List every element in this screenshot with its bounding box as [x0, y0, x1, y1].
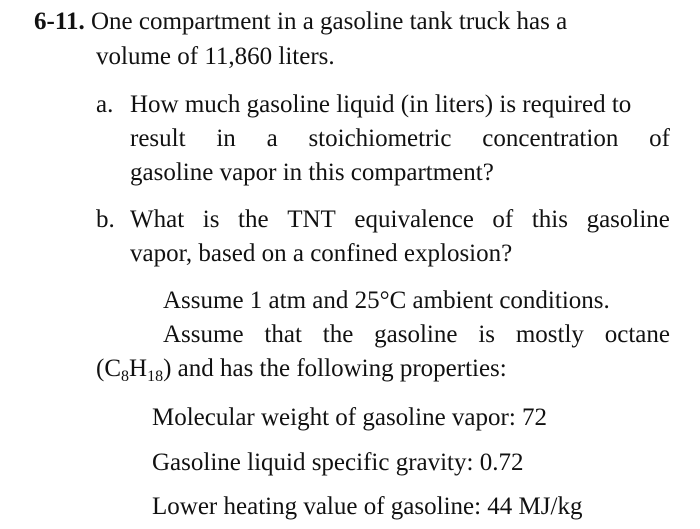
word: gasoline	[586, 206, 670, 233]
part-b-line-2: vapor, based on a confined explosion?	[130, 240, 513, 267]
word: a	[266, 125, 278, 152]
word: TNT	[287, 206, 336, 233]
property-heating-value: Lower heating value of gasoline: 44 MJ/kg	[152, 493, 583, 520]
word: stoichiometric	[308, 125, 452, 152]
word: is	[478, 321, 495, 348]
word: mostly	[515, 321, 584, 348]
word: octane	[604, 321, 670, 348]
assumption-line-3-text: and has the following properties:	[171, 355, 507, 382]
part-b-line-1	[130, 203, 670, 236]
problem-number: 6-11.	[34, 8, 85, 35]
part-a-line-3: gasoline vapor in this compartment?	[130, 159, 494, 186]
word: Assume	[163, 321, 244, 348]
word: is	[202, 206, 220, 233]
word: of	[649, 125, 670, 152]
octane-formula: $(C_8H_{18})$	[96, 355, 172, 385]
word: the	[322, 321, 354, 348]
problem-intro-line-2: volume of 11,860 liters.	[96, 43, 335, 70]
word: the	[238, 206, 269, 233]
word: of	[492, 206, 514, 233]
word: gasoline	[374, 321, 458, 348]
part-a-line-2	[130, 122, 670, 155]
property-specific-gravity: Gasoline liquid specific gravity: 0.72	[152, 449, 524, 476]
word: in	[216, 125, 236, 152]
part-a-line-1: How much gasoline liquid (in liters) is required to	[130, 91, 632, 118]
word: result	[130, 125, 186, 152]
part-a-label: a.	[96, 91, 114, 118]
word: this	[531, 206, 568, 233]
word: that	[264, 321, 302, 348]
assumption-line-3	[96, 352, 507, 385]
word: What	[130, 206, 185, 233]
part-b-label: b.	[96, 206, 115, 233]
word: equivalence	[354, 206, 474, 233]
assumption-line-2	[163, 318, 670, 351]
property-molecular-weight: Molecular weight of gasoline vapor: 72	[152, 404, 548, 431]
word: concentration	[482, 125, 619, 152]
assumption-line-1: Assume 1 atm and 25°C ambient conditions.	[163, 287, 610, 314]
problem-intro-line-1	[34, 5, 567, 38]
problem-intro-text: One compartment in a gasoline tank truck has a	[90, 8, 568, 35]
